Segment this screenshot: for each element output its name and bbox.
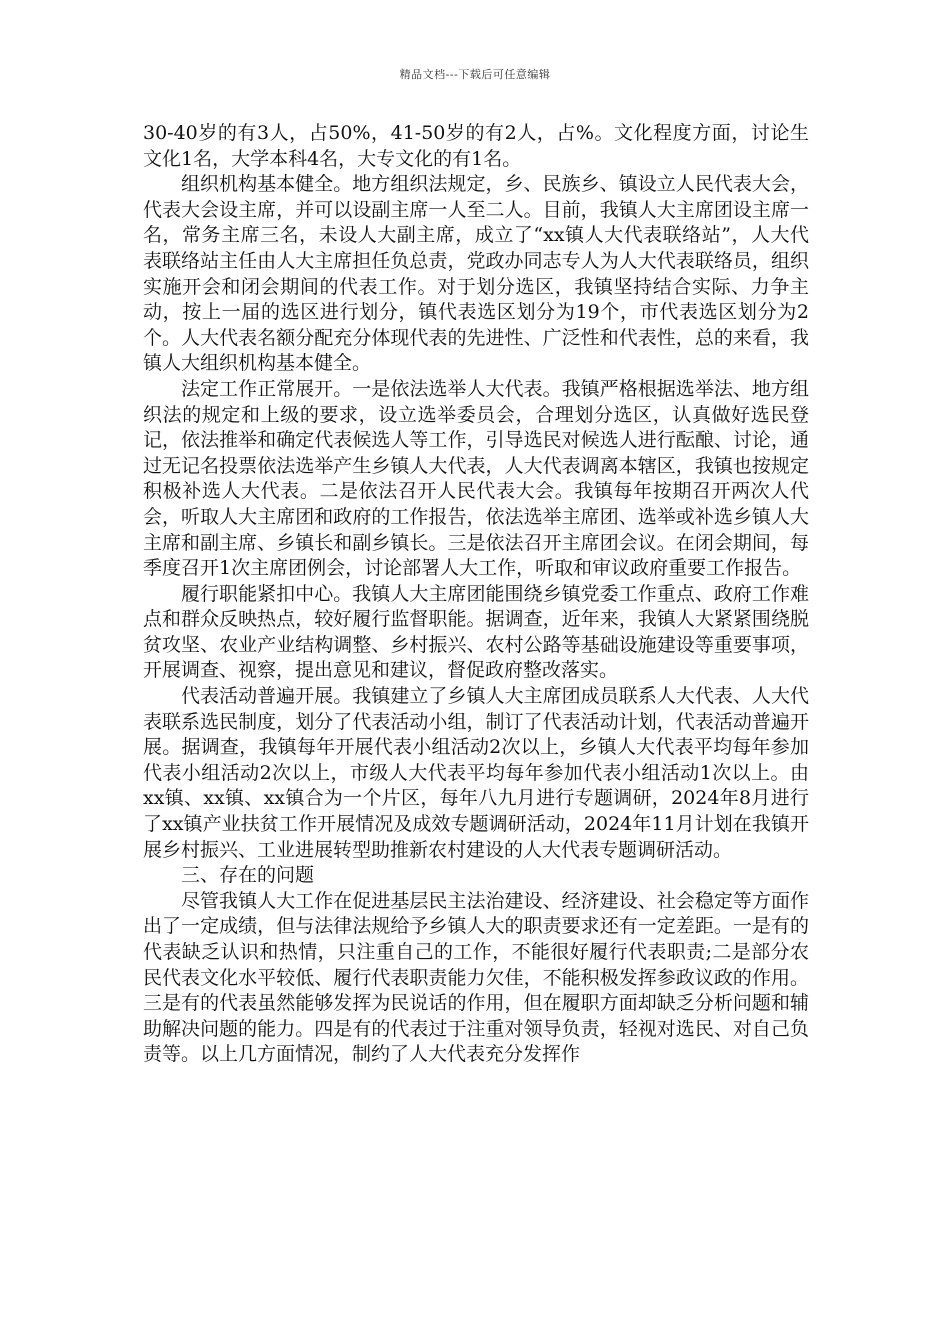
paragraph-age-education: 30-40岁的有3人，占50%，41-50岁的有2人，占%。文化程度方面，讨论生文化1名，大学本科4名，大专文化的有1名。 — [143, 122, 809, 170]
paragraph-organization: 组织机构基本健全。地方组织法规定，乡、民族乡、镇设立人民代表大会，代表大会设主席，并可以设副主席一人至二人。目前，我镇人大主席团设主席一名，常务主席三名，未设人大副主席，成立了“xx镇人大代表联络站”，人大代表联络站主任由人大主席担任负总责，党政办同志专人为人大代表联络员，组织实施开会和闭会期间的代表工作。对于划分选区，我镇坚持结合实际、力争主动，按上一届的选区进行划分，镇代表选区划分为19个，市代表选区划分为2个。人大代表名额分配充分体现代表的先进性、广泛性和代表性，总的来看，我镇人大组织机构基本健全。 — [143, 173, 809, 375]
section-heading-problems: 三、存在的问题 — [181, 864, 315, 887]
paragraph-representative-activities: 代表活动普遍开展。我镇建立了乡镇人大主席团成员联系人大代表、人大代表联系选民制度，划分了代表活动小组，制订了代表活动计划，代表活动普遍开展。据调查，我镇每年开展代表小组活动2次以上，乡镇人大代表平均每年参加代表小组活动2次以上，市级人大代表平均每年参加代表小组活动1次以上。由xx镇、xx镇、xx镇合为一个片区，每年八九月进行专题调研，2024年8月进行了xx镇产业扶贫工作开展情况及成效专题调研活动，2024年11月计划在我镇开展乡村振兴、工业进展转型助推新农村建设的人大代表专题调研活动。 — [143, 685, 809, 861]
paragraph-problems: 尽管我镇人大工作在促进基层民主法治建设、经济建设、社会稳定等方面作出了一定成绩，但与法律法规给予乡镇人大的职责要求还有一定差距。一是有的代表缺乏认识和热情，只注重自己的工作，不能很好履行代表职责;二是部分农民代表文化水平较低、履行代表职责能力欠佳，不能积极发挥参政议政的作用。三是有的代表虽然能够发挥为民说话的作用，但在履职方面却缺乏分析问题和辅助解决问题的能力。四是有的代表过于注重对领导负责，轻视对选民、对自己负责等。以上几方面情况，制约了人大代表充分发挥作 — [143, 889, 809, 1066]
paragraph-functions: 履行职能紧扣中心。我镇人大主席团能围绕乡镇党委工作重点、政府工作难点和群众反映热点，较好履行监督职能。据调查，近年来，我镇人大紧紧围绕脱贫攻坚、农业产业结构调整、乡村振兴、农村公路等基础设施建设等重要事项，开展调查、视察，提出意见和建议，督促政府整改落实。 — [143, 582, 809, 682]
document-body — [143, 121, 809, 1068]
page-header: 精品文档---下载后可任意编辑 — [399, 68, 551, 81]
paragraph-legal-work: 法定工作正常展开。一是依法选举人大代表。我镇严格根据选举法、地方组织法的规定和上级的要求，设立选举委员会，合理划分选区，认真做好选民登记，依法推举和确定代表候选人等工作，引导选民对候选人进行酝酿、讨论，通过无记名投票依法选举产生乡镇人大代表，人大代表调离本辖区，我镇也按规定积极补选人大代表。二是依法召开人民代表大会。我镇每年按期召开两次人代会，听取人大主席团和政府的工作报告，依法选举主席团、选举或补选乡镇人大主席和副主席、乡镇长和副乡镇长。三是依法召开主席团会议。在闭会期间，每季度召开1次主席团例会，讨论部署人大工作，听取和审议政府重要工作报告。 — [143, 377, 809, 580]
